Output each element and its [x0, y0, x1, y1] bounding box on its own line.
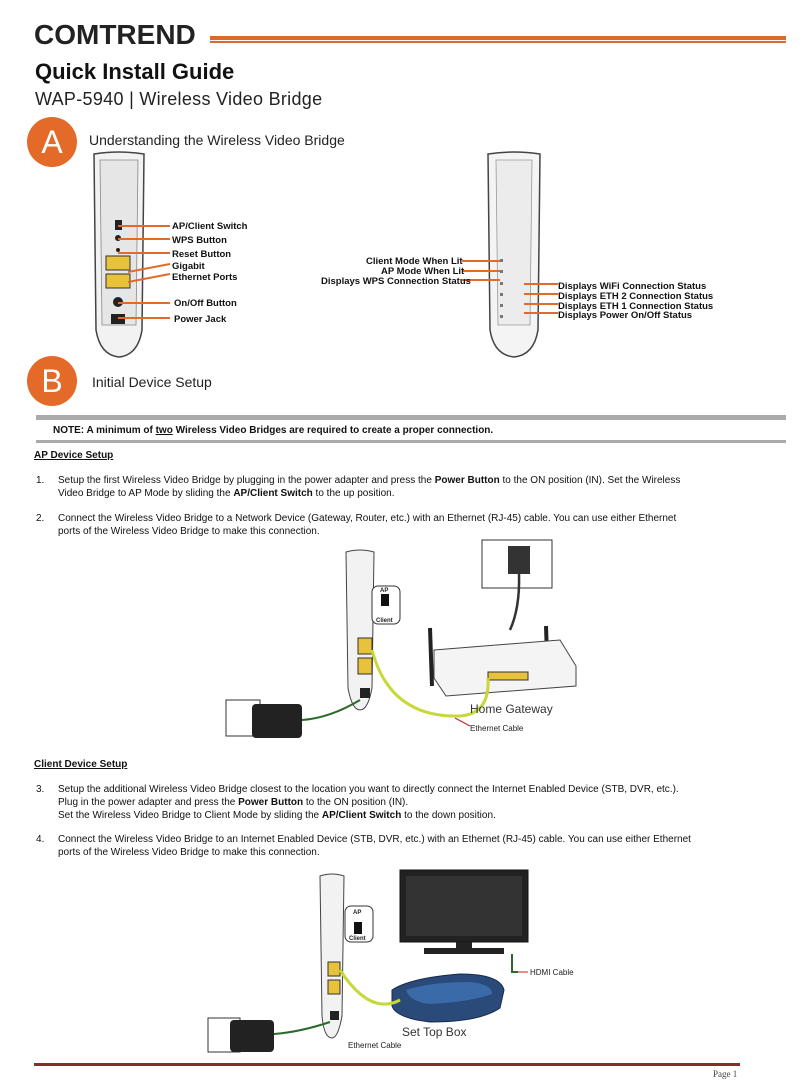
- svg-text:AP: AP: [380, 588, 389, 594]
- label-wps-status: Displays WPS Connection Status: [321, 276, 471, 287]
- label-gigabit: Gigabit: [172, 261, 205, 272]
- label-eth2-status: Displays ETH 2 Connection Status: [558, 291, 714, 302]
- step-2: 2. Connect the Wireless Video Bridge to a Network Device (Gateway, Router, etc.) with an Ethernet (RJ-45) cable. You can use either Ethernet ports of the Wireless Video Bridge to make this connection.: [36, 513, 677, 537]
- page-title: Quick Install Guide: [35, 59, 235, 84]
- svg-text:Set Top Box: Set Top Box: [402, 1025, 467, 1039]
- label-reset-button: Reset Button: [172, 249, 232, 260]
- step-3: 3. Setup the additional Wireless Video Bridge closest to the location you want to directly connect the Internet Enabled Device (STB, DVR, etc.). Plug in the power adapter and press the Power Button to the ON position (IN). Set the Wireless Video Bridge to Client Mode by sliding the AP/Client Switch to the down position.: [36, 784, 679, 821]
- svg-text:Client: Client: [349, 936, 366, 942]
- svg-text:HDMI Cable: HDMI Cable: [530, 968, 574, 977]
- svg-text:Ethernet Cable: Ethernet Cable: [348, 1041, 402, 1050]
- device-front-illustration: [482, 150, 546, 360]
- svg-text:Ethernet Cable: Ethernet Cable: [470, 724, 524, 733]
- page-subtitle: WAP-5940 | Wireless Video Bridge: [35, 89, 323, 109]
- svg-text:Home Gateway: Home Gateway: [470, 702, 553, 716]
- client-setup-figure: [200, 866, 590, 1056]
- note-text: NOTE: A minimum of two Wireless Video Bridges are required to create a proper connection.: [53, 425, 494, 436]
- svg-text:Client: Client: [376, 618, 393, 624]
- label-power-jack: Power Jack: [174, 314, 227, 325]
- note-rule-bottom: [36, 440, 786, 443]
- comtrend-logo: [34, 14, 209, 54]
- ap-setup-heading: AP Device Setup: [34, 450, 114, 461]
- step-4: 4. Connect the Wireless Video Bridge to an Internet Enabled Device (STB, DVR, etc.) with an Ethernet (RJ-45) cable. You can use either Ethernet ports of the Wireless Video Bridge to make this connection.: [36, 834, 691, 858]
- label-wps-button: WPS Button: [172, 235, 227, 246]
- back-callout-lines: [118, 220, 170, 324]
- section-b-title: Initial Device Setup: [92, 374, 212, 390]
- label-ethernet-ports: Ethernet Ports: [172, 272, 238, 283]
- label-ap-client-switch: AP/Client Switch: [172, 221, 248, 232]
- client-setup-heading: Client Device Setup: [34, 759, 128, 770]
- ap-setup-figure: [220, 538, 590, 738]
- footer-rule: [34, 1063, 740, 1066]
- svg-text:AP: AP: [353, 910, 362, 916]
- label-eth1-status: Displays ETH 1 Connection Status: [558, 301, 714, 312]
- label-on-off-button: On/Off Button: [174, 298, 237, 309]
- label-ap-mode: AP Mode When Lit: [381, 266, 465, 277]
- svg-text:COMTREND: COMTREND: [34, 19, 196, 50]
- note-rule-top: [36, 415, 786, 420]
- label-client-mode: Client Mode When Lit: [366, 256, 463, 267]
- label-wifi-status: Displays WiFi Connection Status: [558, 281, 707, 292]
- section-a-title: Understanding the Wireless Video Bridge: [89, 132, 345, 148]
- section-b-badge: B: [27, 356, 77, 406]
- section-a-badge: A: [27, 117, 77, 167]
- header-accent-bar: [210, 36, 786, 40]
- header-accent-bar-thin: [210, 41, 786, 43]
- label-power-status: Displays Power On/Off Status: [558, 310, 693, 321]
- step-1: 1. Setup the first Wireless Video Bridge by plugging in the power adapter and press the Power Button to the ON position (IN). Set the Wireless Video Bridge to AP Mode by sliding the AP/Client Switch to the up position.: [36, 475, 681, 499]
- page-number: Page 1: [713, 1069, 738, 1079]
- front-callout-lines: [462, 258, 558, 318]
